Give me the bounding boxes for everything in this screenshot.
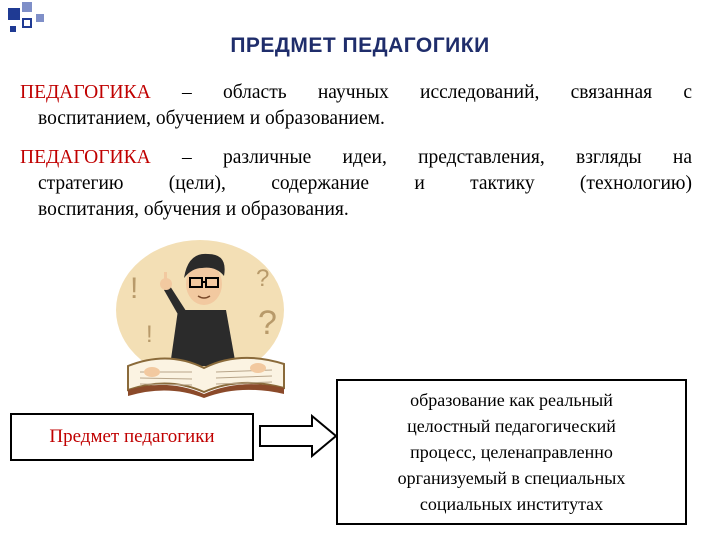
- definition-2-line-2: стратегию (цели), содержание и тактику (технологию): [38, 173, 692, 194]
- question-mark-2: ?: [256, 265, 270, 292]
- definition-1-text: – область научных исследований, связанная с: [150, 82, 692, 103]
- scholar-left-hand: [144, 367, 160, 377]
- result-line: организуемый в специальных: [397, 468, 626, 488]
- question-mark-1: ?: [258, 304, 277, 342]
- exclamation-mark-2: !: [146, 321, 153, 348]
- scholar-body: [170, 310, 236, 366]
- result-line: целостный педагогический: [407, 416, 616, 436]
- definition-2-line-3: воспитания, обучения и образования.: [38, 199, 349, 220]
- page-title: ПРЕДМЕТ ПЕДАГОГИКИ: [230, 34, 490, 57]
- result-line: социальных институтах: [419, 494, 604, 514]
- definition-1: [20, 80, 692, 132]
- definition-2: [20, 145, 692, 223]
- scholar-right-hand: [250, 363, 266, 373]
- result-box: [336, 379, 687, 525]
- definition-1-term: ПЕДАГОГИКА: [20, 82, 151, 103]
- result-line: образование как реальный: [410, 390, 613, 410]
- definition-2-line-1: [20, 145, 692, 171]
- definition-1-line-2: воспитанием, обучением и образованием.: [38, 108, 385, 129]
- subject-box: Предмет педагогики: [10, 413, 254, 461]
- arrow-right-icon: [258, 414, 338, 458]
- scholar-illustration: [108, 238, 298, 398]
- definition-1-line-1: [20, 80, 692, 106]
- definition-2-term: ПЕДАГОГИКА: [20, 147, 151, 168]
- definition-2-text: – различные идеи, представления, взгляды на: [150, 147, 692, 168]
- exclamation-mark-1: !: [130, 272, 139, 305]
- result-line: процесс, целенаправленно: [410, 442, 613, 462]
